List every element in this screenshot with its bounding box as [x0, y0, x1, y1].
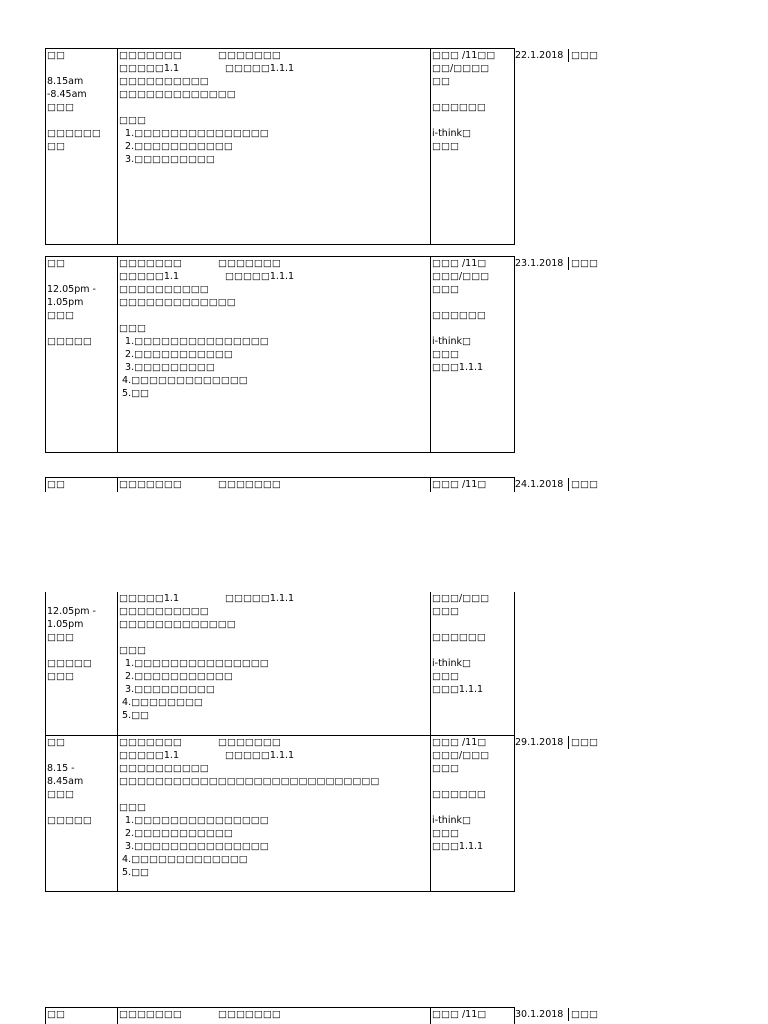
objective-heading: □□□□□□□ [218, 50, 281, 61]
date-separator [568, 736, 569, 749]
date-separator [568, 1008, 569, 1021]
lesson-info-column: □□ 8.15 - 8.45am □□□ □□□□□ [47, 737, 92, 826]
lesson-info-column: □□ 12.05pm - 1.05pm □□□ □□□□□ [47, 258, 96, 347]
column-divider [117, 48, 118, 245]
objective-code: □□□□□1.1.1 [225, 593, 295, 604]
date-note: □□□ [571, 737, 598, 748]
resources-column: □□□ /11□ □□□/□□□ □□□ □□□□□□ i-think□ □□□ □□□1.1.1 [432, 737, 490, 852]
resources-column: □□□ /11□ [432, 479, 487, 490]
objective-heading: □□□□□□□ [218, 737, 281, 748]
column-divider [117, 735, 118, 892]
lesson-content: □□□□□□□□□□ □□□□□□□□□□□□□ □□□ 1.□□□□□□□□□□□□□□□ 2.□□□□□□□□□□□ 3.□□□□□□□□□ 4.□□□□□□□□ 5.□□ [119, 606, 269, 721]
lesson-content: □□□□□□□□□□ □□□□□□□□□□□□□ □□□ 1.□□□□□□□□□□□□□□□ 2.□□□□□□□□□□□ 3.□□□□□□□□□ [119, 76, 269, 165]
column-divider [117, 592, 118, 736]
column-divider [117, 256, 118, 453]
lesson-info-column: □□ [47, 1009, 65, 1020]
date-note: □□□ [571, 479, 598, 490]
objective-heading: □□□□□□□ [218, 479, 281, 490]
lesson-date: 29.1.2018 [515, 737, 564, 748]
resources-column: □□□ /11□□ □□/□□□□ □□ □□□□□□ i-think□ □□□ [432, 50, 496, 152]
lesson-info-column: 12.05pm - 1.05pm □□□ □□□□□ □□□ [47, 606, 96, 682]
resources-column: □□□ /11□ □□□/□□□ □□□ □□□□□□ i-think□ □□□ □□□1.1.1 [432, 258, 490, 373]
date-separator [568, 257, 569, 270]
objective-code: □□□□□1.1.1 [225, 63, 295, 74]
column-divider [117, 1007, 118, 1024]
resources-column: □□□/□□□ □□□ □□□□□□ i-think□ □□□ □□□1.1.1 [432, 593, 490, 695]
date-note: □□□ [571, 258, 598, 269]
date-separator [568, 49, 569, 62]
lesson-content: □□□□□□□□□□ □□□□□□□□□□□□□□□□□□□□□□□□□□□□□ □□□ 1.□□□□□□□□□□□□□□□ 2.□□□□□□□□□□□ 3.□□□□□□□□□□□□□□□ 4.□□□□□□□□□□□□□ 5.□□ [119, 763, 380, 878]
standard-heading: □□□□□□□ [119, 737, 182, 748]
column-divider [117, 477, 118, 492]
standard-heading: □□□□□□□ [119, 50, 182, 61]
column-divider [430, 256, 431, 453]
standard-code: □□□□□1.1 [119, 271, 179, 282]
lesson-info-column: □□ [47, 479, 65, 490]
lesson-date: 22.1.2018 [515, 50, 564, 61]
resources-column: □□□ /11□ [432, 1009, 487, 1020]
lesson-content: □□□□□□□□□□ □□□□□□□□□□□□□ □□□ 1.□□□□□□□□□□□□□□□ 2.□□□□□□□□□□□ 3.□□□□□□□□□ 4.□□□□□□□□□□□□□ 5.□□ [119, 284, 269, 399]
date-note: □□□ [571, 50, 598, 61]
date-separator [568, 478, 569, 491]
column-divider [430, 1007, 431, 1024]
column-divider [430, 735, 431, 892]
objective-heading: □□□□□□□ [218, 258, 281, 269]
objective-code: □□□□□1.1.1 [225, 271, 295, 282]
objective-heading: □□□□□□□ [218, 1009, 281, 1020]
column-divider [430, 477, 431, 492]
column-divider [430, 592, 431, 736]
lesson-info-column: □□ 8.15am -8.45am □□□ □□□□□□ □□ [47, 50, 101, 152]
standard-code: □□□□□1.1 [119, 593, 179, 604]
lesson-date: 23.1.2018 [515, 258, 564, 269]
standard-heading: □□□□□□□ [119, 479, 182, 490]
standard-code: □□□□□1.1 [119, 750, 179, 761]
standard-code: □□□□□1.1 [119, 63, 179, 74]
lesson-date: 30.1.2018 [515, 1009, 564, 1020]
lesson-date: 24.1.2018 [515, 479, 564, 490]
date-note: □□□ [571, 1009, 598, 1020]
objective-code: □□□□□1.1.1 [225, 750, 295, 761]
standard-heading: □□□□□□□ [119, 1009, 182, 1020]
standard-heading: □□□□□□□ [119, 258, 182, 269]
column-divider [430, 48, 431, 245]
